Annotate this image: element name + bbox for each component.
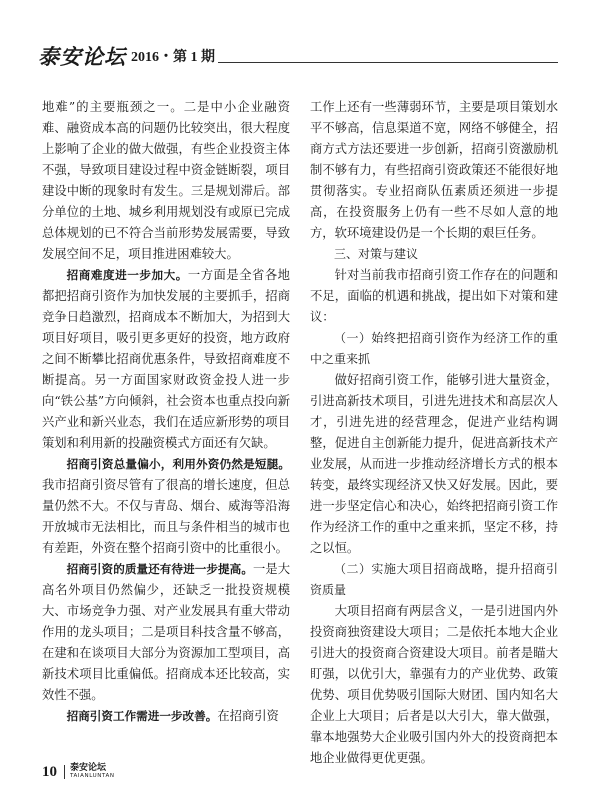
left-column bbox=[42, 97, 290, 727]
numbered-heading: （一）始终把招商引资作为经济工作的重中之重来抓 bbox=[310, 331, 558, 366]
body-paragraph: 做好招商引资工作，能够引进大量资金，引进高新技术项目，引进先进技术和高层次人才，引进先进的经营理念，促进产业结构调整，促进自主创新能力提升，促进高新技术产业发展，从而进一步推动经济增长方式的根本转变，最终实现经济又快又好发展。因此，要进一步坚定信心和决心，始终把招商引资工作作为经济工作的重中之重来抓，坚定不移，持之以恒。 bbox=[310, 373, 558, 555]
body-paragraph: 大项目招商有两层含义，一是引进国内外投资商独资建设大项目；二是依托本地大企业引进大的投资商合资建设大项目。前者是瞄大盯强，以优引大，靠强有力的产业优势、政策优势、项目优势吸引国际大财团、国内知名大企业上大项目；后者是以大引大，靠大做强，靠本地强势大企业吸引国内外大的投资商把本地企业做得更优更强。 bbox=[310, 604, 558, 765]
issue-label: 2016・第 1 期 bbox=[131, 50, 215, 65]
subsection-heading: 招商难度进一步加大。 bbox=[66, 268, 188, 282]
page-header bbox=[38, 44, 558, 70]
subsection-text: 一方面是全省各地都把招商引资作为加快发展的主要抓手，招商竞争日趋激烈，招商成本不断加大，为招到大项目好项目，吸引更多更好的投资，地方政府之间不断攀比招商优惠条件，导致招商难度不断提高。另一方面国家财政资金投人进一步向“铁公基”方向倾斜，社会资本也重点投向新兴产业和新兴业态，我们在适应新形势的项目策划和利用新的投融资模式方面还有欠缺。 bbox=[42, 268, 290, 450]
subsection-heading: 招商引资工作需进一步改善。 bbox=[66, 709, 218, 723]
footer-divider bbox=[64, 765, 65, 779]
journal-logo: 泰安论坛 bbox=[38, 44, 126, 69]
subsection-text: 在招商引资 bbox=[217, 709, 279, 723]
page-number: 10 bbox=[42, 764, 57, 780]
subsection-heading: 招商引资总量偏小，利用外资仍然是短腿。 bbox=[66, 457, 290, 471]
header-rule bbox=[218, 62, 558, 63]
footer-journal-pinyin: TAIANLUNTAN bbox=[70, 773, 115, 779]
subsection-text: 一是大高名外项目仍然偏少，还缺乏一批投资规模大、市场竞争力强、对产业发展具有重大带动作用的龙头项目；二是项目科技含量不够高，在建和在谈项目大部分为资源加工型项目，高新技术项目比重偏低。招商成本还比较高，实效性不强。 bbox=[42, 562, 290, 702]
subsection-heading: 招商引资的质量还有待进一步提高。 bbox=[66, 562, 253, 576]
right-column bbox=[310, 97, 558, 769]
body-paragraph: 工作上还有一些薄弱环节，主要是项目策划水平不够高，信息渠道不宽，网络不够健全，招商方式方法还要进一步创新，招商引资激励机制不够有力，有些招商引资政策还不能很好地贯彻落实。专业招商队伍素质还须进一步提高，在投资服务上仍有一些不尽如人意的地方，软环境建设仍是一个长期的艰巨任务。 bbox=[310, 100, 558, 240]
subsection-paragraph bbox=[42, 559, 290, 706]
body-paragraph: 针对当前我市招商引资工作存在的问题和不足，面临的机遇和挑战，提出如下对策和建议： bbox=[310, 268, 558, 324]
numbered-heading: （二）实施大项目招商战略，提升招商引资质量 bbox=[310, 562, 558, 597]
page-footer bbox=[42, 762, 162, 782]
subsection-paragraph bbox=[42, 706, 290, 727]
subsection-text: 我市招商引资尽管有了很高的增长速度，但总量仍然不大。不仅与青岛、烟台、威海等沿海开放城市无法相比，而且与条件相当的城市也有差距，外资在整个招商引资中的比重很小。 bbox=[42, 478, 290, 555]
body-paragraph: 地难”的主要瓶颈之一。二是中小企业融资难、融资成本高的问题仍比较突出，很大程度上影响了企业的做大做强，有些企业投资主体不强，导致项目建设过程中资金链断裂，项目建设中断的现象时有发生。三是规划滞后。部分单位的土地、城乡利用规划没有或原已完成总体规划的已不符合当前形势发展需要，导致发展空间不足，项目推进困难较大。 bbox=[42, 100, 290, 261]
subsection-paragraph bbox=[42, 454, 290, 559]
footer-journal-name: 泰安论坛 bbox=[70, 763, 107, 773]
subsection-paragraph bbox=[42, 265, 290, 454]
section-heading: 三、对策与建议 bbox=[334, 247, 419, 261]
